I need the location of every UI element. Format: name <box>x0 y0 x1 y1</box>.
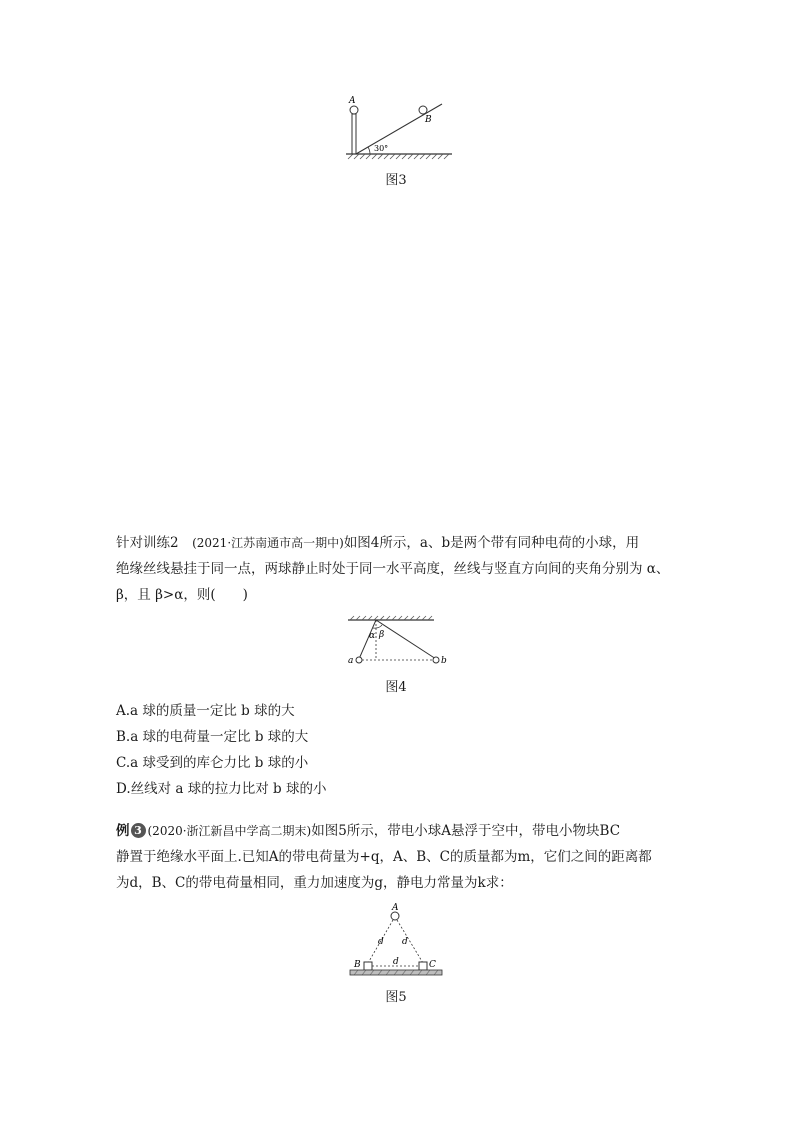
option-a: A.a 球的质量一定比 b 球的大 <box>116 703 295 719</box>
example-number-badge: 3 <box>131 823 146 838</box>
label-a: A <box>349 96 356 106</box>
training-2-line-2: 绝缘丝线悬挂于同一点，两球静止时处于同一水平高度，丝线与竖直方向间的夹角分别为 α、 <box>116 561 670 577</box>
ball-a <box>356 657 362 663</box>
example-3-line-2: 静置于绝缘水平面上.已知A的带电荷量为+q，A、B、C的质量都为m，它们之间的距离都 <box>116 849 652 865</box>
angle-label: 30° <box>374 144 389 153</box>
figure-5 <box>340 900 452 980</box>
label-beta: β <box>379 630 385 640</box>
example-3-lead: 例 <box>116 823 130 839</box>
training-2-text-1: 如图4所示，a、b是两个带有同种电荷的小球，用 <box>343 535 640 551</box>
ball-b <box>433 657 439 663</box>
training-2-source: (2021·江苏南通市高一期中) <box>192 536 344 550</box>
training-2-line-3: β，且 β>α，则( ) <box>116 587 248 603</box>
training-2-question <box>116 530 686 608</box>
block-c <box>419 962 427 970</box>
label-b: B <box>425 115 432 125</box>
label-alpha: α <box>369 631 376 641</box>
figure-3 <box>330 92 460 164</box>
label-d-bottom: d <box>393 957 399 967</box>
label-a: a <box>348 656 354 666</box>
label-b: b <box>441 656 447 666</box>
label-c: C <box>429 960 436 970</box>
example-3-text-1: 如图5所示，带电小球A悬浮于空中，带电小物块BC <box>311 823 621 839</box>
label-a: A <box>392 903 399 913</box>
figure-4-caption: 图4 <box>385 680 407 695</box>
ball-b <box>419 106 427 114</box>
figure-4 <box>340 612 452 668</box>
example-3-question <box>116 818 686 896</box>
option-d: D.丝线对 a 球的拉力比对 b 球的小 <box>116 781 327 797</box>
example-3-source: (2020·浙江新昌中学高二期末) <box>147 824 312 838</box>
training-2-lead: 针对训练2 <box>116 535 179 551</box>
label-d-left: d <box>378 937 384 947</box>
example-3-line-3: 为d，B、C的带电荷量相同，重力加速度为g，静电力常量为k求： <box>116 875 513 891</box>
option-b: B.a 球的电荷量一定比 b 球的大 <box>116 729 309 745</box>
option-c: C.a 球受到的库仑力比 b 球的小 <box>116 755 309 771</box>
label-d-right: d <box>402 937 408 947</box>
ball-a <box>391 912 399 920</box>
figure-3-caption: 图3 <box>385 173 407 188</box>
figure-5-caption: 图5 <box>385 990 407 1005</box>
ball-a <box>350 106 358 114</box>
example-3-line-1 <box>116 818 686 844</box>
label-b: B <box>354 960 361 970</box>
training-2-line-1 <box>116 530 686 556</box>
block-b <box>364 962 372 970</box>
